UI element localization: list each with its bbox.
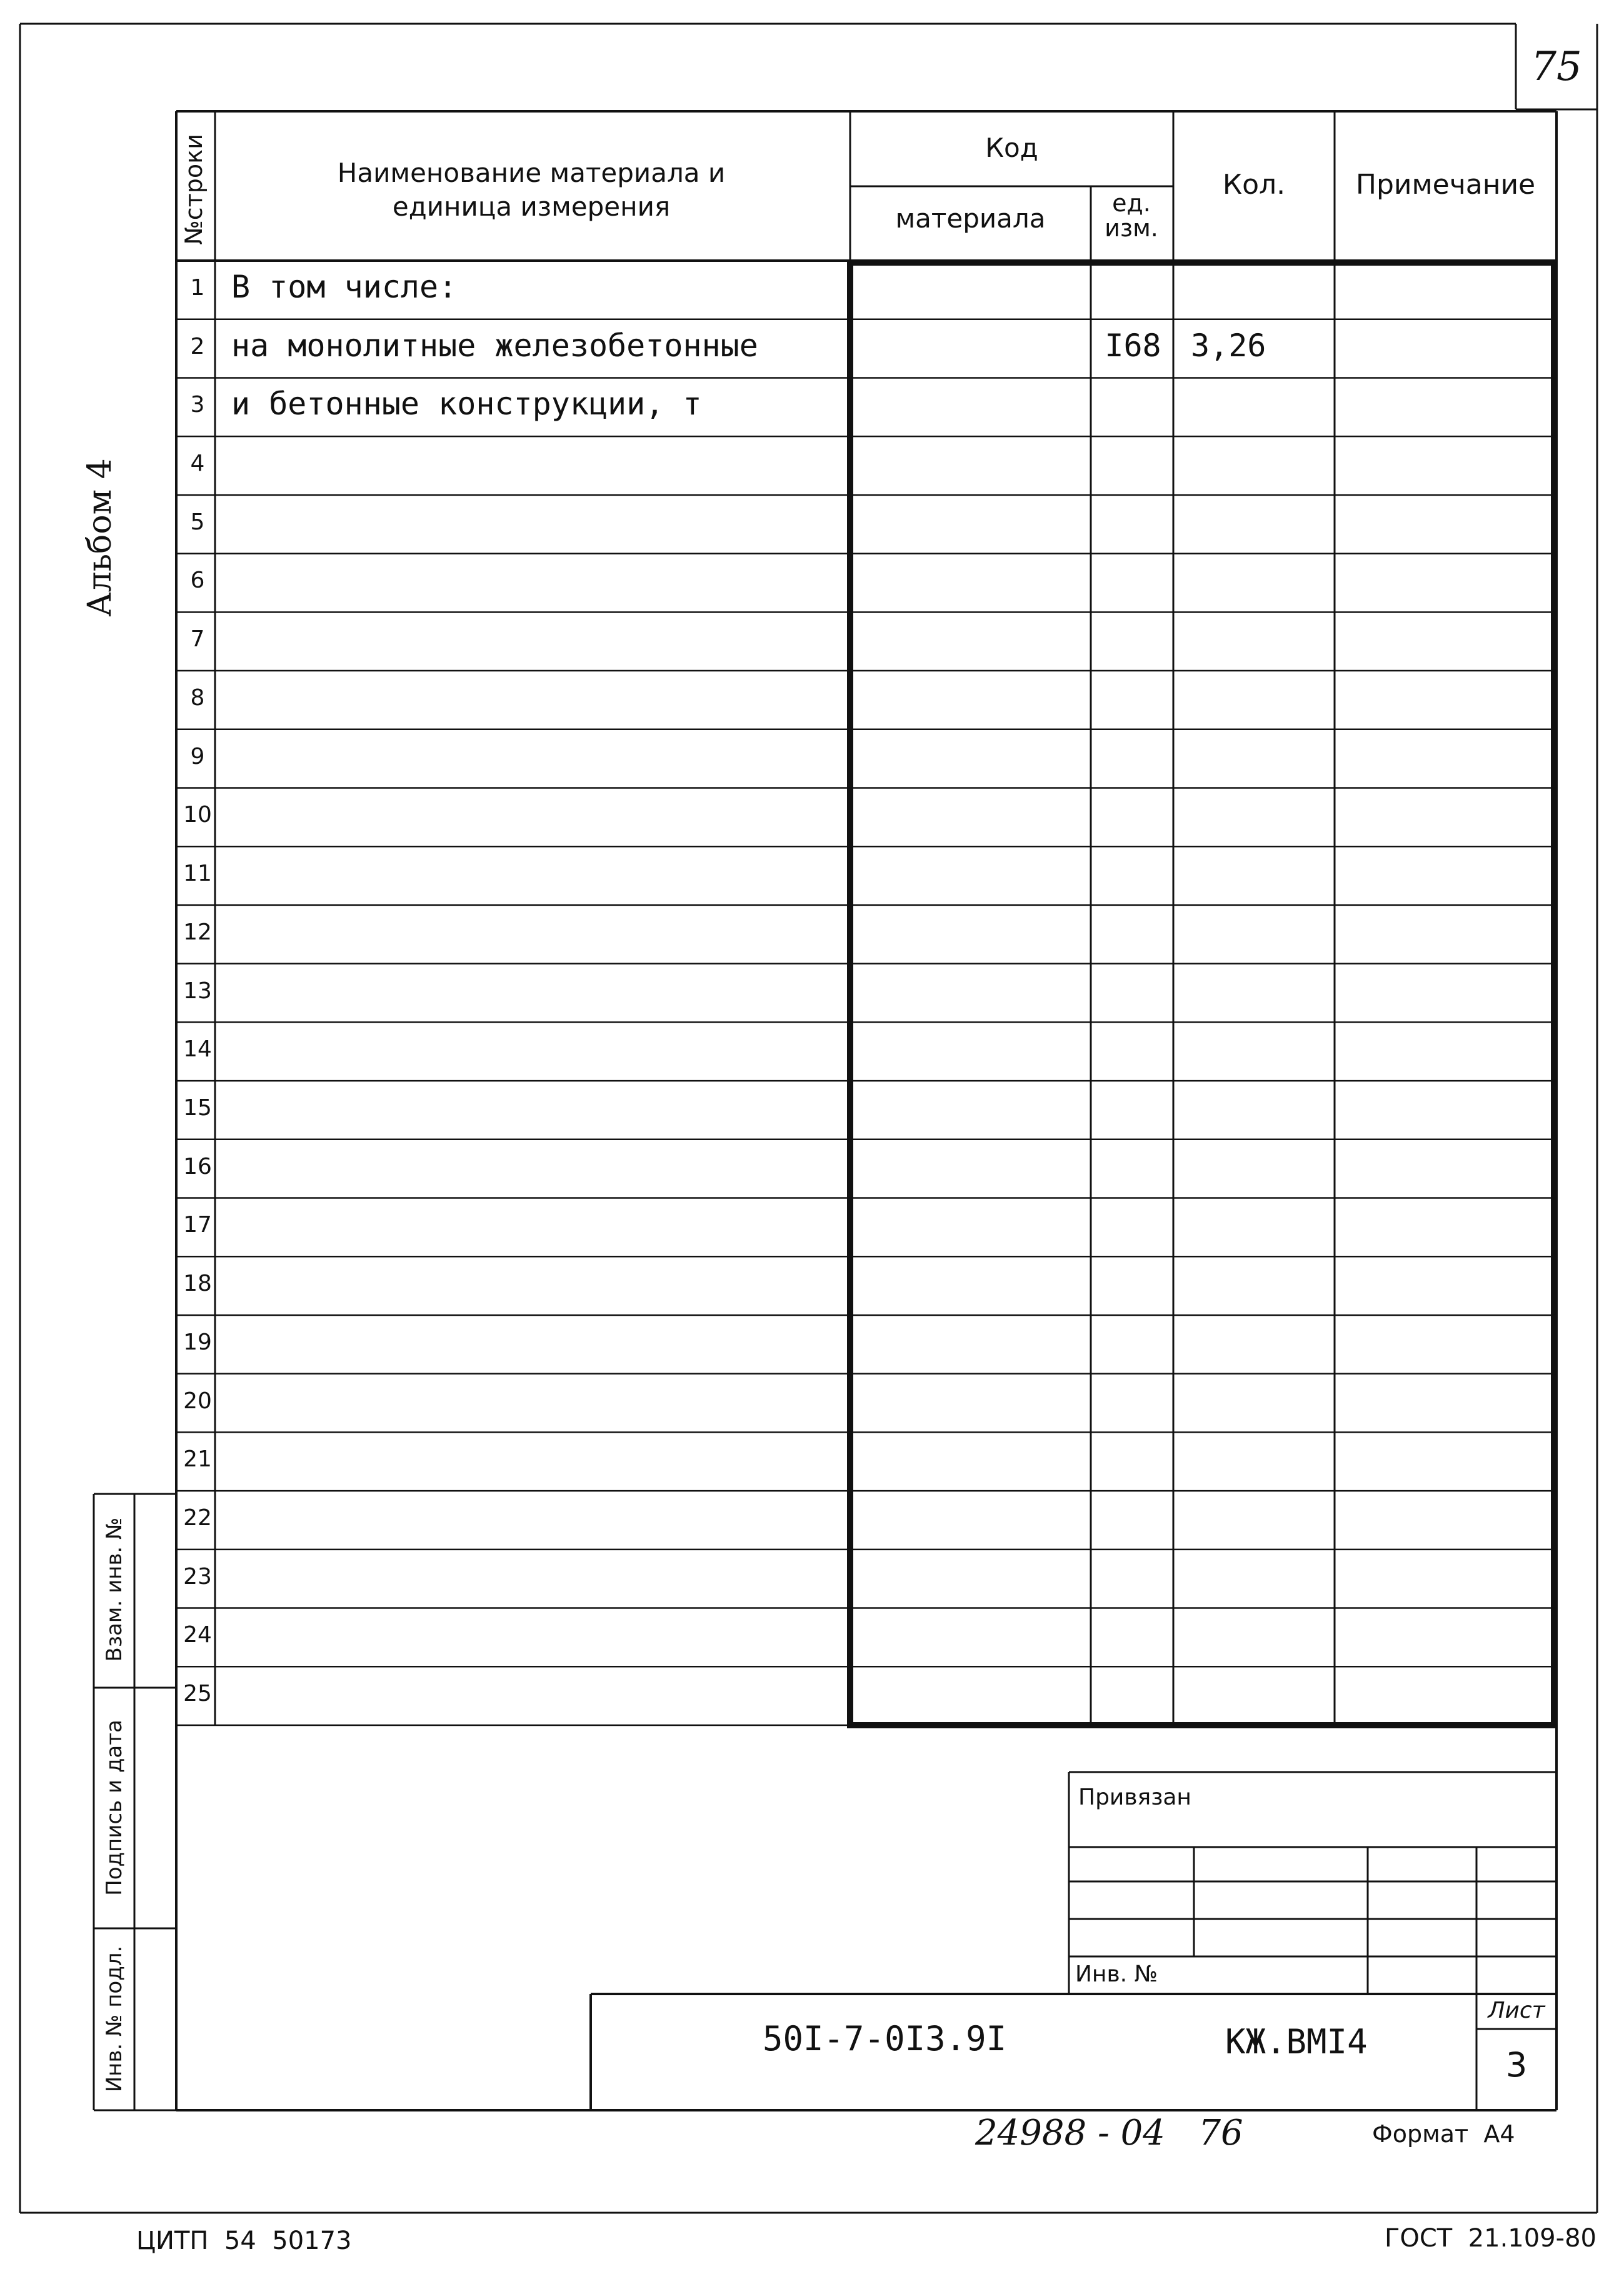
footer-right: ГОСТ 21.109-80 [1385,2224,1596,2253]
header-code: Код [985,133,1038,163]
row-number: 3 [190,392,205,418]
row-number: 24 [183,1622,212,1648]
album-label: Альбом 4 [81,458,119,617]
page-number: 75 [1531,44,1582,90]
row-number: 5 [190,509,205,535]
header-name: Наименование материала и единица измерения [337,158,726,222]
row-number: 17 [183,1212,212,1238]
row-number: 25 [183,1681,212,1707]
footer-left: ЦИТП 54 50173 [136,2226,352,2255]
stamp-inv-podl: Инв. № подл. [102,1945,127,2093]
row-number: 18 [183,1271,212,1297]
row-number: 13 [183,978,212,1004]
row-number: 1 [190,274,205,301]
row-number: 12 [183,919,212,945]
header-note: Примечание [1355,169,1536,201]
row-name: В том числе: [231,268,458,305]
inv-no-label: Инв. № [1075,1961,1158,1987]
row-unit: I68 [1105,327,1161,364]
stamp-podpis: Подпись и дата [102,1720,127,1896]
header-qty: Кол. [1222,169,1286,201]
row-number: 10 [183,802,212,828]
row-number: 7 [190,626,205,653]
privyazan-label: Привязан [1078,1785,1191,1810]
doc-mark: КЖ.ВМI4 [1225,2022,1368,2061]
row-qty: 3,26 [1191,327,1266,364]
header-unit: ед. изм. [1105,189,1158,242]
row-number: 9 [190,743,205,769]
list-label: Лист [1488,1998,1545,2023]
row-number: 22 [183,1505,212,1531]
row-number: 2 [190,333,205,359]
row-number: 14 [183,1036,212,1063]
row-number: 23 [183,1563,212,1590]
row-number: 16 [183,1153,212,1180]
row-number: 15 [183,1094,212,1121]
doc-code: 50I-7-0I3.9I [763,2019,1007,2058]
stamp-vzam: Взам. инв. № [102,1517,127,1662]
row-number: 20 [183,1388,212,1414]
row-number: 6 [190,568,205,594]
header-material: материала [895,203,1046,234]
list-value: 3 [1505,2045,1528,2085]
handwritten-number: 24988 - 04 76 [975,2113,1243,2153]
format-label: Формат А4 [1372,2120,1515,2148]
row-number: 19 [183,1329,212,1355]
row-number: 8 [190,684,205,711]
header-row-no: №строки [180,134,208,245]
row-number: 21 [183,1446,212,1473]
row-number: 11 [183,861,212,887]
row-name: и бетонные конструкции, т [231,386,702,423]
row-number: 4 [190,451,205,477]
row-name: на монолитные железобетонные [231,327,758,364]
